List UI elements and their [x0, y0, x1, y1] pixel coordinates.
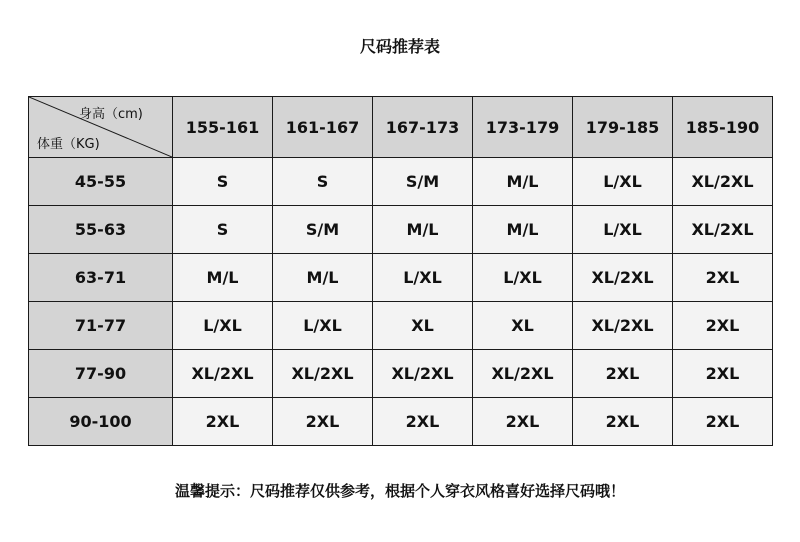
- header-row: [29, 97, 773, 158]
- height-range-header: 173-179: [473, 97, 573, 158]
- size-cell: 2XL: [673, 254, 773, 302]
- size-cell: 2XL: [373, 398, 473, 446]
- size-cell: XL/2XL: [173, 350, 273, 398]
- table-row: [29, 350, 773, 398]
- corner-cell: [29, 97, 173, 158]
- weight-range-cell: 90-100: [29, 398, 173, 446]
- size-chart-table: [28, 96, 773, 446]
- size-cell: XL/2XL: [573, 254, 673, 302]
- weight-range-cell: 77-90: [29, 350, 173, 398]
- size-cell: XL/2XL: [673, 206, 773, 254]
- weight-range-cell: 63-71: [29, 254, 173, 302]
- size-cell: 2XL: [573, 398, 673, 446]
- size-cell: 2XL: [273, 398, 373, 446]
- size-cell: M/L: [373, 206, 473, 254]
- height-range-header: 167-173: [373, 97, 473, 158]
- size-cell: L/XL: [573, 158, 673, 206]
- size-cell: S/M: [273, 206, 373, 254]
- size-cell: M/L: [473, 158, 573, 206]
- table-row: [29, 302, 773, 350]
- weight-range-cell: 45-55: [29, 158, 173, 206]
- height-axis-label: 身高（cm): [79, 107, 143, 122]
- size-cell: XL: [473, 302, 573, 350]
- weight-axis-label: 体重（KG): [37, 137, 100, 152]
- size-cell: XL/2XL: [673, 158, 773, 206]
- size-tip-note: 温馨提示：尺码推荐仅供参考，根据个人穿衣风格喜好选择尺码哦！: [174, 482, 625, 500]
- size-cell: 2XL: [673, 398, 773, 446]
- size-cell: 2XL: [673, 350, 773, 398]
- size-cell: S: [273, 158, 373, 206]
- height-range-header: 179-185: [573, 97, 673, 158]
- weight-range-cell: 55-63: [29, 206, 173, 254]
- size-cell: S/M: [373, 158, 473, 206]
- table-row: [29, 158, 773, 206]
- size-cell: XL/2XL: [573, 302, 673, 350]
- size-cell: 2XL: [473, 398, 573, 446]
- size-cell: L/XL: [373, 254, 473, 302]
- height-range-header: 155-161: [173, 97, 273, 158]
- size-cell: XL/2XL: [273, 350, 373, 398]
- weight-range-cell: 71-77: [29, 302, 173, 350]
- size-cell: L/XL: [173, 302, 273, 350]
- height-range-header: 161-167: [273, 97, 373, 158]
- size-cell: 2XL: [173, 398, 273, 446]
- size-cell: S: [173, 206, 273, 254]
- page-title: 尺码推荐表: [359, 37, 440, 56]
- size-cell: L/XL: [573, 206, 673, 254]
- height-range-header: 185-190: [673, 97, 773, 158]
- table-row: [29, 254, 773, 302]
- size-cell: M/L: [173, 254, 273, 302]
- size-cell: XL/2XL: [473, 350, 573, 398]
- size-cell: L/XL: [473, 254, 573, 302]
- size-cell: L/XL: [273, 302, 373, 350]
- size-cell: 2XL: [673, 302, 773, 350]
- size-cell: M/L: [273, 254, 373, 302]
- table-row: [29, 398, 773, 446]
- size-cell: M/L: [473, 206, 573, 254]
- size-cell: XL/2XL: [373, 350, 473, 398]
- size-cell: 2XL: [573, 350, 673, 398]
- size-cell: XL: [373, 302, 473, 350]
- size-cell: S: [173, 158, 273, 206]
- table-row: [29, 206, 773, 254]
